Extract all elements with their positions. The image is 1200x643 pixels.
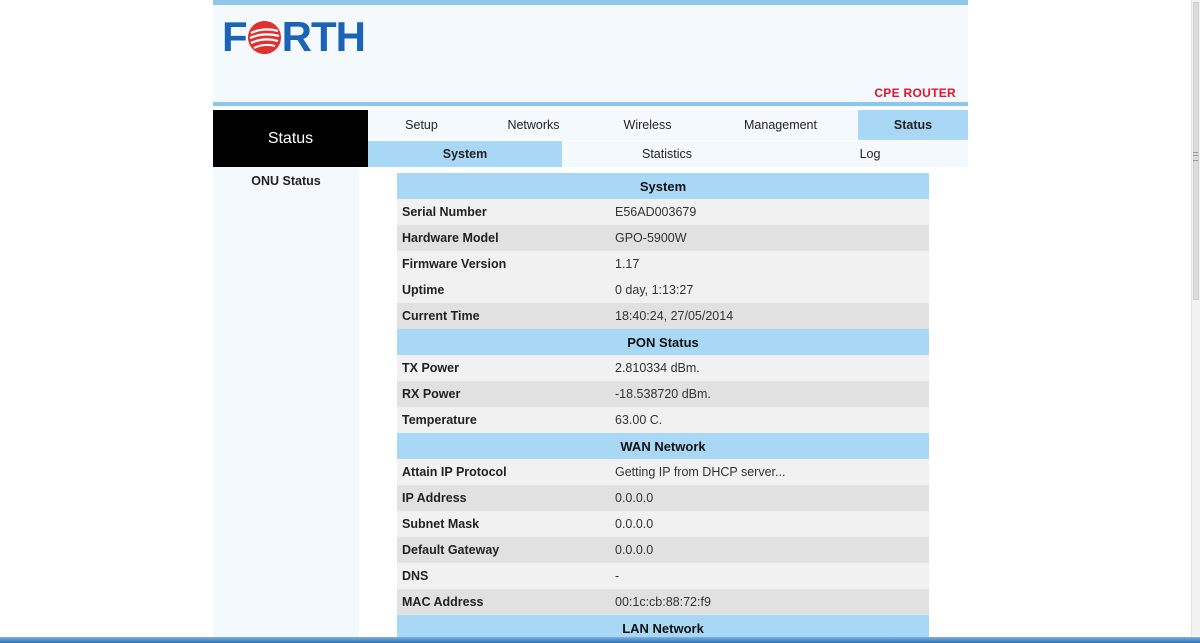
field-label: Hardware Model	[397, 225, 610, 251]
tab-wireless[interactable]: Wireless	[623, 118, 672, 132]
table-row	[397, 459, 929, 485]
field-value: 18:40:24, 27/05/2014	[610, 303, 929, 329]
field-label: MAC Address	[397, 589, 610, 615]
taskbar	[0, 637, 1200, 643]
field-label: Temperature	[397, 407, 610, 433]
table-row	[397, 511, 929, 537]
table-row	[397, 485, 929, 511]
table-row	[397, 355, 929, 381]
top-navigation	[368, 110, 968, 140]
table-row	[397, 563, 929, 589]
sidebar	[213, 167, 359, 637]
table-row	[397, 251, 929, 277]
tab-setup[interactable]: Setup	[405, 118, 438, 132]
field-value: 0.0.0.0	[610, 537, 929, 563]
sidebar-item-onu-status[interactable]: ONU Status	[251, 174, 321, 188]
field-label: RX Power	[397, 381, 610, 407]
field-value: 63.00 C.	[610, 407, 929, 433]
field-label: Firmware Version	[397, 251, 610, 277]
subtab-log[interactable]: Log	[859, 147, 881, 161]
tab-networks[interactable]: Networks	[507, 118, 560, 132]
router-page	[213, 0, 968, 643]
scrollbar-grip-icon	[1193, 152, 1198, 161]
section-title: System	[397, 173, 929, 199]
table-row	[397, 537, 929, 563]
table-row	[397, 589, 929, 615]
field-value: 0.0.0.0	[610, 485, 929, 511]
table-row	[397, 199, 929, 225]
field-label: Subnet Mask	[397, 511, 610, 537]
table-row	[397, 381, 929, 407]
field-label: DNS	[397, 563, 610, 589]
table-row	[397, 303, 929, 329]
field-value: GPO-5900W	[610, 225, 929, 251]
subtab-system[interactable]: System	[368, 141, 562, 167]
field-value: E56AD003679	[610, 199, 929, 225]
status-content	[397, 173, 929, 641]
scrollbar-thumb[interactable]	[1193, 2, 1199, 300]
section-title: PON Status	[397, 329, 929, 355]
header-divider	[213, 102, 968, 106]
section-header-pon-status	[397, 329, 929, 355]
table-row	[397, 277, 929, 303]
section-title: LAN Network	[397, 615, 929, 641]
header-bar	[213, 0, 968, 108]
field-label: Attain IP Protocol	[397, 459, 610, 485]
section-header-wan-network	[397, 433, 929, 459]
table-row	[397, 407, 929, 433]
subtab-statistics[interactable]: Statistics	[641, 147, 692, 161]
sub-navigation	[368, 141, 968, 167]
field-label: Default Gateway	[397, 537, 610, 563]
section-header-system	[397, 173, 929, 199]
field-label: Serial Number	[397, 199, 610, 225]
field-value: -18.538720 dBm.	[610, 381, 929, 407]
vertical-scrollbar[interactable]	[1191, 0, 1200, 636]
field-label: Current Time	[397, 303, 610, 329]
field-value: 00:1c:cb:88:72:f9	[610, 589, 929, 615]
field-value: 0 day, 1:13:27	[610, 277, 929, 303]
section-title: WAN Network	[397, 433, 929, 459]
field-label: IP Address	[397, 485, 610, 511]
table-row	[397, 225, 929, 251]
status-table	[397, 173, 929, 641]
field-value: -	[610, 563, 929, 589]
field-value: 2.810334 dBm.	[610, 355, 929, 381]
tab-management[interactable]: Management	[744, 118, 817, 132]
field-value: Getting IP from DHCP server...	[610, 459, 929, 485]
globe-icon	[248, 21, 281, 54]
field-label: TX Power	[397, 355, 610, 381]
field-value: 0.0.0.0	[610, 511, 929, 537]
tab-status[interactable]: Status	[858, 110, 968, 140]
field-label: Uptime	[397, 277, 610, 303]
product-name: CPE ROUTER	[874, 86, 956, 100]
sidebar-title: Status	[213, 110, 368, 167]
forth-logo: F RTH	[222, 13, 365, 60]
field-value: 1.17	[610, 251, 929, 277]
